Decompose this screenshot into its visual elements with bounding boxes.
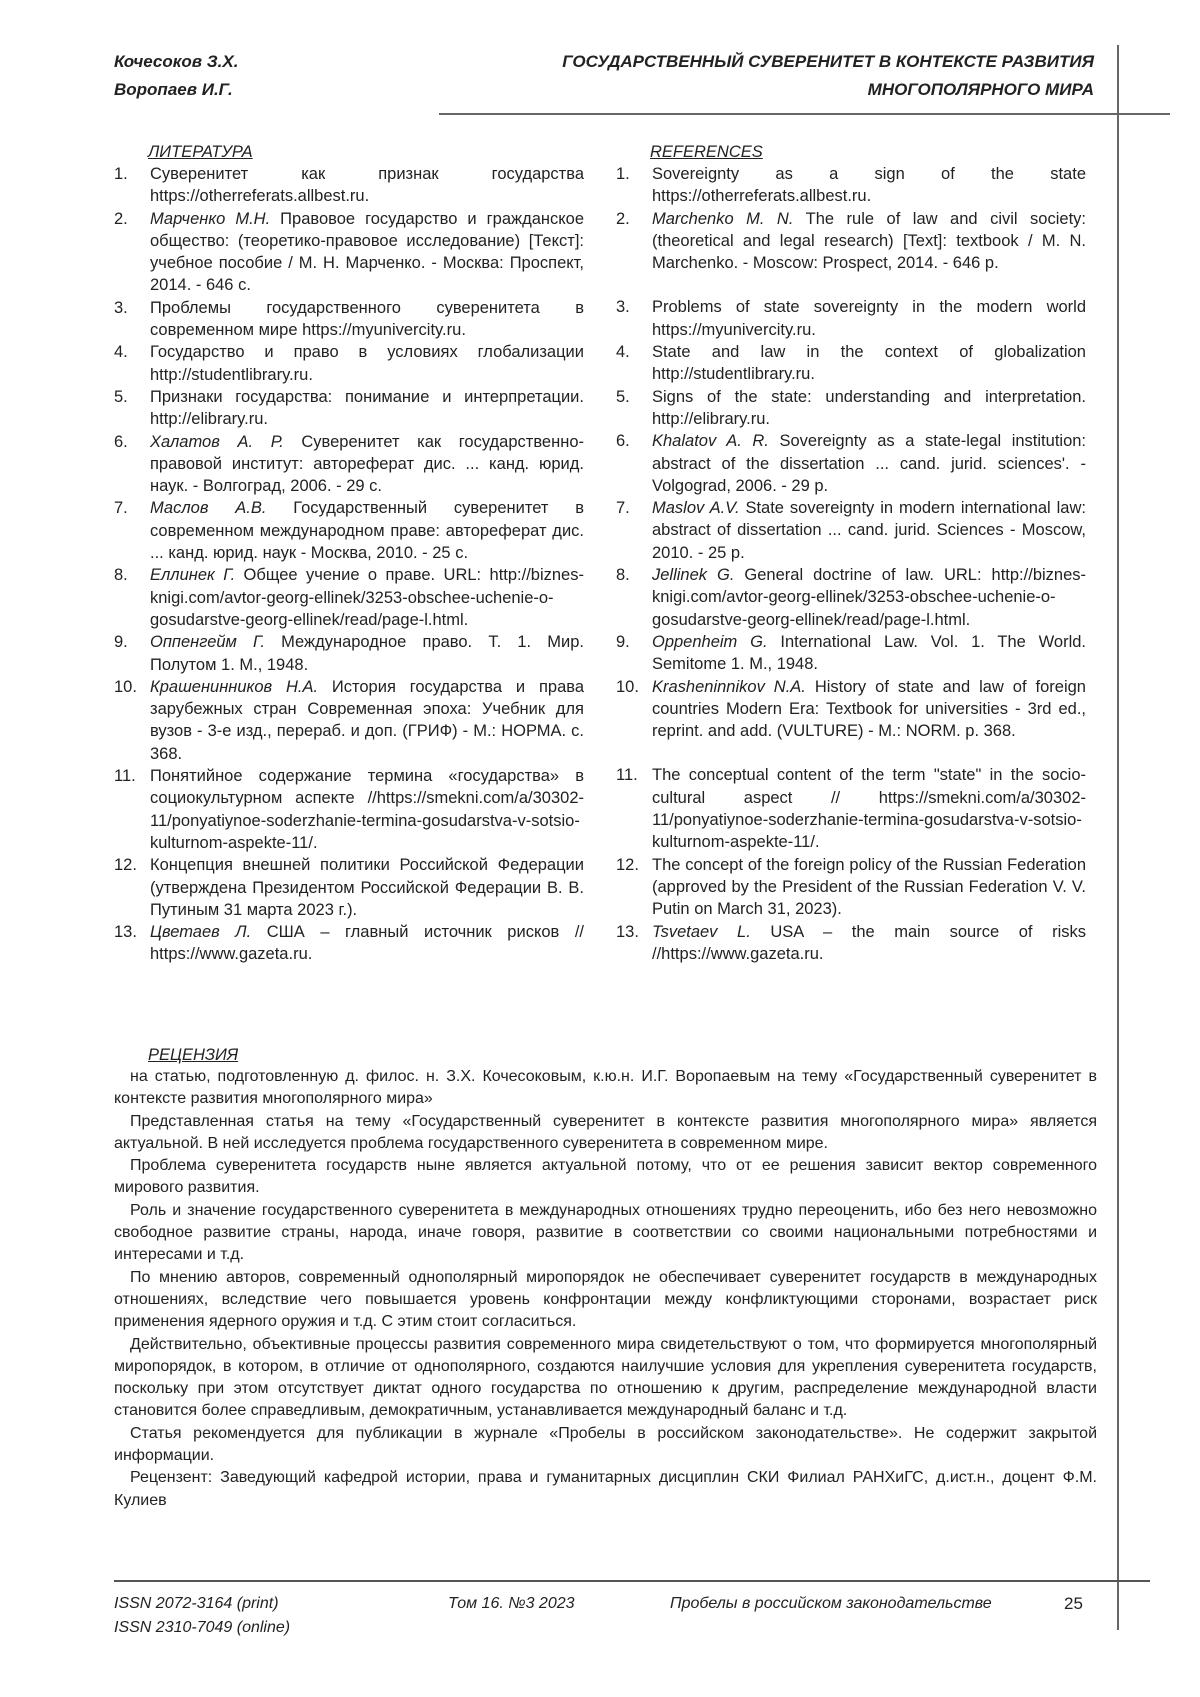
reference-item (616, 341, 1086, 386)
review-paragraph: Статья рекомендуется для публикации в журнале «Пробелы в российском законодательстве». Не содержит закрытой информации. (114, 1424, 1097, 1465)
item-author: Krasheninnikov N.A. (652, 677, 806, 696)
footer-volume: Том 16. №3 2023 (448, 1595, 575, 1612)
item-text: Проблемы государственного суверенитета в современном мире https://myunivercity.ru. (150, 298, 584, 340)
literature-item (114, 676, 584, 765)
review-paragraph: Роль и значение государственного суверенитета в международных отношениях трудно переоценить, ибо без него невозможно свободное развитие страны, народа, иначе говоря, развитие в соответствии со своими национальными потребностями и интересами и т.д. (114, 1201, 1097, 1264)
footer-rule (114, 1580, 1150, 1582)
references-list (616, 163, 1086, 965)
item-number: 3. (616, 298, 630, 317)
reference-item (616, 296, 1086, 341)
item-number: 4. (616, 343, 630, 362)
literature-item (114, 631, 584, 676)
item-author: Халатов А. Р. (150, 432, 284, 451)
reviewer-signature: Рецензент: Заведующий кафедрой истории, права и гуманитарных дисциплин СКИ Филиал РАНХиГС, д.ист.н., доцент Ф.М. Кулиев (114, 1469, 1097, 1509)
issn-print: ISSN 2072-3164 (print) (114, 1595, 279, 1612)
literature-item (114, 208, 584, 297)
review-paragraph: Представленная статья на тему «Государственный суверенитет в контексте развития многополярного мира» является актуальной. В ней исследуется проблема государственного суверенитета в современном мире. (114, 1112, 1097, 1152)
literature-item (114, 297, 584, 342)
reference-item (616, 497, 1086, 564)
item-number: 12. (616, 855, 639, 874)
issn-online: ISSN 2310-7049 (online) (114, 1619, 291, 1636)
item-text: Sovereignty as a sign of the state https://otherreferats.allbest.ru. (652, 165, 1086, 206)
literature-heading: ЛИТЕРАТУРА (148, 143, 253, 161)
item-text: The concept of the foreign policy of the Russian Federation (approved by the President of the Russian Federation V. V. Putin on March 31, 2023). (652, 855, 1086, 919)
item-text: Правовое государство и гражданское общество: (теоретико-правовое исследование) [Текст]: учебное пособие / М. Н. Марченко. - Москва: Проспект, 2014. - 646 с. (150, 209, 584, 295)
item-author: Маслов А.В. (150, 499, 267, 518)
item-number: 4. (114, 343, 128, 362)
literature-item (114, 163, 584, 208)
item-text: Суверенитет как государственно-правовой институт: автореферат дис. ... канд. юрид. наук. - Волгоград, 2006. - 29 с. (150, 432, 584, 496)
item-text: Signs of the state: understanding and interpretation. http://elibrary.ru. (652, 387, 1086, 428)
reference-item (616, 208, 1086, 275)
review-paragraph: на статью, подготовленную д. филос. н. З.Х. Кочесоковым, к.ю.н. И.Г. Воропаевым на тему «Государственный суверенитет в контексте развития многополярного мира» (114, 1068, 1097, 1108)
reference-item (616, 631, 1086, 676)
references-heading: REFERENCES (650, 143, 763, 161)
review-heading: РЕЦЕНЗИЯ (148, 1046, 239, 1064)
reference-item (616, 921, 1086, 966)
item-text: Суверенитет как признак государства https://otherreferats.allbest.ru. (150, 165, 584, 206)
reference-item (616, 430, 1086, 497)
item-number: 5. (114, 387, 128, 406)
item-text: Концепция внешней политики Российской Федерации (утверждена Президентом Российской Федерации В. В. Путиным 31 марта 2023 г.). (150, 856, 584, 919)
item-author: Tsvetaev L. (652, 922, 751, 941)
item-number: 9. (616, 632, 630, 651)
item-text: International Law. Vol. 1. The World. Semitome 1. M., 1948. (652, 632, 1086, 674)
item-number: 13. (616, 922, 639, 941)
literature-item (114, 341, 584, 386)
item-author: Марченко М.Н. (150, 209, 271, 228)
item-number: 7. (616, 499, 630, 518)
literature-list (114, 163, 584, 966)
page-number: 25 (1064, 1594, 1083, 1613)
item-number: 12. (114, 856, 137, 875)
item-number: 11. (616, 766, 638, 785)
review-paragraph: Проблема суверенитета государств ныне является актуальной потому, что от ее решения зависит вектор современного мирового развития. (114, 1157, 1097, 1197)
item-author: Крашенинников Н.А. (150, 677, 319, 696)
running-title-line: МНОГОПОЛЯРНОГО МИРА (867, 80, 1094, 99)
reference-item (616, 564, 1086, 631)
item-number: 10. (616, 677, 639, 696)
item-author: Oppenheim G. (652, 632, 768, 651)
review-section (114, 1044, 1097, 1512)
references-section (616, 141, 1086, 965)
review-paragraph: Действительно, объективные процессы развития современного мира свидетельствуют о том, что формируется многополярный миропорядок, в котором, в отличие от однополярного, создаются наилучшие условия для укрепления суверенитета государств, поскольку при этом отсутствует диктат одного государства по отношению к другим, распределение международной власти становится более справедливым, демократичным, устанавливается международный баланс и т.д. (114, 1335, 1097, 1420)
item-number: 10. (114, 677, 137, 696)
item-number: 11. (114, 767, 136, 786)
item-number: 13. (114, 923, 137, 942)
literature-item (114, 431, 584, 498)
item-author: Marchenko M. N. (652, 209, 794, 228)
item-text: Международное право. Т. 1. Мир. Полутом 1. М., 1948. (150, 633, 584, 674)
running-title (562, 48, 1094, 104)
running-title-line: ГОСУДАРСТВЕННЫЙ СУВЕРЕНИТЕТ В КОНТЕКСТЕ РАЗВИТИЯ (562, 52, 1094, 71)
item-text: Государственный суверенитет в современном международном праве: автореферат дис. ... канд. юрид. наук - Москва, 2010. - 25 с. (150, 499, 584, 563)
item-number: 6. (114, 432, 128, 451)
item-text: История государства и права зарубежных стран Современная эпоха: Учебник для вузов - 3-е изд., перераб. и доп. (ГРИФ) - М.: НОРМА. с. 368. (150, 677, 585, 763)
item-text: State and law in the context of globalization http://studentlibrary.ru. (652, 343, 1086, 384)
item-author: Khalatov A. R. (652, 432, 769, 451)
reference-item (616, 764, 1086, 853)
item-author: Jellinek G. (652, 566, 735, 585)
item-author: Оппенгейм Г. (150, 633, 265, 652)
item-text: Общее учение о праве. URL: http://biznes-knigi.com/avtor-georg-ellinek/3253-obschee-uchenie-o-gosudarstve-georg-ellinek/read/page-l.html. (150, 566, 584, 629)
item-number: 9. (114, 633, 128, 652)
header-rule (439, 113, 1170, 115)
footer-journal-title: Пробелы в российском законодательстве (670, 1595, 992, 1612)
item-text: Государство и право в условиях глобализации http://studentlibrary.ru. (150, 343, 584, 384)
item-text: State sovereignty in modern international law: abstract of dissertation ... cand. jurid. Sciences - Moscow, 2010. - 25 p. (652, 499, 1086, 562)
item-text: General doctrine of law. URL: http://biznes-knigi.com/avtor-georg-ellinek/3253-obschee-uchenie-o-gosudarstve-georg-ellinek/read/page-l.html. (652, 566, 1087, 629)
item-text: History of state and law of foreign countries Modern Era: Textbook for universities - 3rd ed., reprint. and add. (VULTURE) - M.: NORM. p. 368. (652, 677, 1086, 741)
reference-item (616, 163, 1086, 208)
item-number: 1. (114, 165, 128, 183)
reference-item (616, 386, 1086, 431)
item-number: 5. (616, 387, 630, 406)
item-author: Maslov A.V. (652, 499, 740, 518)
reference-item (616, 854, 1086, 921)
item-text: Признаки государства: понимание и интерпретации. http://elibrary.ru. (150, 387, 584, 429)
item-text: The rule of law and civil society: (theoretical and legal research) [Text]: textbook / M. N. Marchenko. - Moscow: Prospect, 2014. - 646 p. (652, 209, 1086, 273)
item-number: 8. (616, 566, 630, 585)
vertical-rule (1117, 45, 1119, 1630)
item-number: 1. (616, 165, 630, 183)
literature-item (114, 921, 584, 966)
item-text: Понятийное содержание термина «государства» в социокультурном аспекте //https://smekni.com/a/30302-11/ponyatiynoe-soderzhanie-termina-gosudarstva-v-sotsio-kulturnom-aspekte-11/. (150, 767, 584, 852)
footer-issn (114, 1592, 290, 1640)
item-text: США – главный источник рисков // https://www.gazeta.ru. (150, 923, 585, 964)
reference-item (616, 676, 1086, 743)
literature-item (114, 564, 584, 631)
item-number: 2. (114, 209, 128, 228)
header-authors (114, 48, 238, 104)
literature-section (114, 141, 584, 966)
author-name: Воропаев И.Г. (114, 80, 233, 99)
author-name: Кочесоков З.Х. (114, 52, 239, 71)
item-author: Еллинек Г. (150, 566, 236, 585)
literature-item (114, 497, 584, 564)
item-number: 7. (114, 499, 128, 518)
item-number: 2. (616, 209, 630, 228)
item-text: The conceptual content of the term "state" in the socio-cultural aspect // https://smekni.com/a/30302-11/ponyatiynoe-soderzhanie-termina-gosudarstva-v-sotsio-kulturnom-aspekte-11/. (652, 766, 1086, 852)
review-paragraph: По мнению авторов, современный однополярный миропорядок не обеспечивает суверенитет государств в международных отношениях, вследствие чего повышается уровень конфронтации между конфликтующими сторонами, возрастает риск применения ядерного оружия и т.д. С этим стоит согласиться. (114, 1268, 1097, 1331)
literature-item (114, 854, 584, 921)
item-text: USA – the main source of risks //https://www.gazeta.ru. (652, 922, 1086, 963)
item-text: Problems of state sovereignty in the modern world https://myunivercity.ru. (652, 298, 1086, 339)
item-text: Sovereignty as a state-legal institution: abstract of the dissertation ... cand. jurid. sciences'. - Volgograd, 2006. - 29 p. (652, 432, 1087, 495)
item-number: 3. (114, 298, 128, 317)
literature-item (114, 765, 584, 854)
item-author: Цветаев Л. (150, 923, 252, 942)
item-number: 6. (616, 432, 630, 451)
item-number: 8. (114, 566, 128, 585)
literature-item (114, 386, 584, 431)
